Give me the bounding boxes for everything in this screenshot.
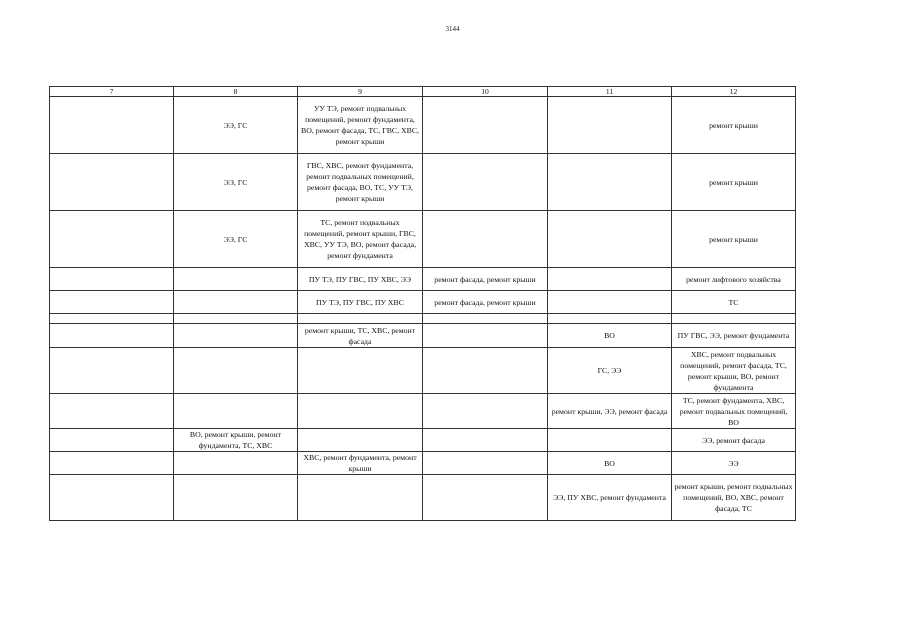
table-cell: ЭЭ, ремонт фасада [672,429,796,452]
table-cell [50,268,174,291]
table-cell: ХВС, ремонт фундамента, ремонт крыши [298,452,423,475]
table-cell: ремонт крыши, ЭЭ, ремонт фасада [548,394,672,429]
table-cell [298,314,423,324]
table-cell: ремонт лифтового хозяйства [672,268,796,291]
table-cell: ПУ ТЭ, ПУ ГВС, ПУ ХВС, ЭЭ [298,268,423,291]
table-cell [548,429,672,452]
table-cell [423,324,548,348]
table-cell: ЭЭ [672,452,796,475]
table-cell: ремонт крыши [672,211,796,268]
table-cell [423,348,548,394]
table-cell: ПУ ГВС, ЭЭ, ремонт фундамента [672,324,796,348]
table-cell [548,154,672,211]
column-header: 9 [298,87,423,97]
table-cell: ремонт фасада, ремонт крыши [423,291,548,314]
table-row [50,394,796,429]
table-cell [423,394,548,429]
table-row [50,211,796,268]
table-cell [423,452,548,475]
table-cell [174,324,298,348]
table-cell [50,291,174,314]
table-cell [174,348,298,394]
table-cell: ТС [672,291,796,314]
table-cell [50,211,174,268]
table-cell [50,314,174,324]
table-cell [423,211,548,268]
table-cell [50,475,174,521]
column-header: 8 [174,87,298,97]
column-header: 7 [50,87,174,97]
header-row [50,87,796,97]
table-cell [298,348,423,394]
column-header: 12 [672,87,796,97]
table-cell [548,291,672,314]
column-header: 11 [548,87,672,97]
table-cell: ХВС, ремонт подвальных помещений, ремонт фасада, ТС, ремонт крыши, ВО, ремонт фундамента [672,348,796,394]
table-cell [298,475,423,521]
table-cell: ГВС, ХВС, ремонт фундамента, ремонт подвальных помещений, ремонт фасада, ВО, ТС, УУ ТЭ, ремонт крыши [298,154,423,211]
table-cell [298,429,423,452]
table-cell: ВО [548,452,672,475]
table-cell [50,452,174,475]
table-cell: ТС, ремонт подвальных помещений, ремонт крыши, ГВС, ХВС, УУ ТЭ, ВО, ремонт фасада, ремонт фундамента [298,211,423,268]
table-cell [50,154,174,211]
table-cell [174,394,298,429]
table-row [50,97,796,154]
table-cell [423,97,548,154]
table-cell [548,268,672,291]
table-cell: ремонт крыши, ремонт подвальных помещений, ВО, ХВС, ремонт фасада, ТС [672,475,796,521]
table-cell [50,324,174,348]
table-cell [174,268,298,291]
table-cell: ВО, ремонт крыши, ремонт фундамента, ТС, ХВС [174,429,298,452]
table-cell: ГС, ЭЭ [548,348,672,394]
table-cell [50,348,174,394]
page-number: 3144 [445,25,460,33]
repair-table [49,86,796,521]
table-row [50,348,796,394]
table-cell [423,429,548,452]
table-cell [423,475,548,521]
table-row [50,314,796,324]
table-cell [548,211,672,268]
table-cell: ремонт фасада, ремонт крыши [423,268,548,291]
table-row [50,429,796,452]
table-cell: ТС, ремонт фундамента, ХВС, ремонт подвальных помещений, ВО [672,394,796,429]
table-cell: ВО [548,324,672,348]
table-row [50,452,796,475]
table-cell: ремонт крыши [672,97,796,154]
table-cell [50,429,174,452]
table-cell [50,97,174,154]
table-cell [174,475,298,521]
table-cell: ЭЭ, ГС [174,211,298,268]
table-cell: ПУ ТЭ, ПУ ГВС, ПУ ХВС [298,291,423,314]
table-row [50,475,796,521]
table-cell: ремонт крыши, ТС, ХВС, ремонт фасада [298,324,423,348]
table-cell [423,314,548,324]
table-cell [50,394,174,429]
table-row [50,324,796,348]
table-cell [423,154,548,211]
table-cell [174,291,298,314]
table-cell: ЭЭ, ПУ ХВС, ремонт фундамента [548,475,672,521]
table-row [50,154,796,211]
table-cell: ЭЭ, ГС [174,97,298,154]
column-header: 10 [423,87,548,97]
table-cell: УУ ТЭ, ремонт подвальных помещений, ремонт фундамента, ВО, ремонт фасада, ТС, ГВС, ХВС, ремонт крыши [298,97,423,154]
table-cell [174,314,298,324]
table-row [50,291,796,314]
table-cell [548,314,672,324]
table-cell [672,314,796,324]
table-cell [174,452,298,475]
table-cell [298,394,423,429]
table-cell: ремонт крыши [672,154,796,211]
table-cell: ЭЭ, ГС [174,154,298,211]
table-cell [548,97,672,154]
table-row [50,268,796,291]
